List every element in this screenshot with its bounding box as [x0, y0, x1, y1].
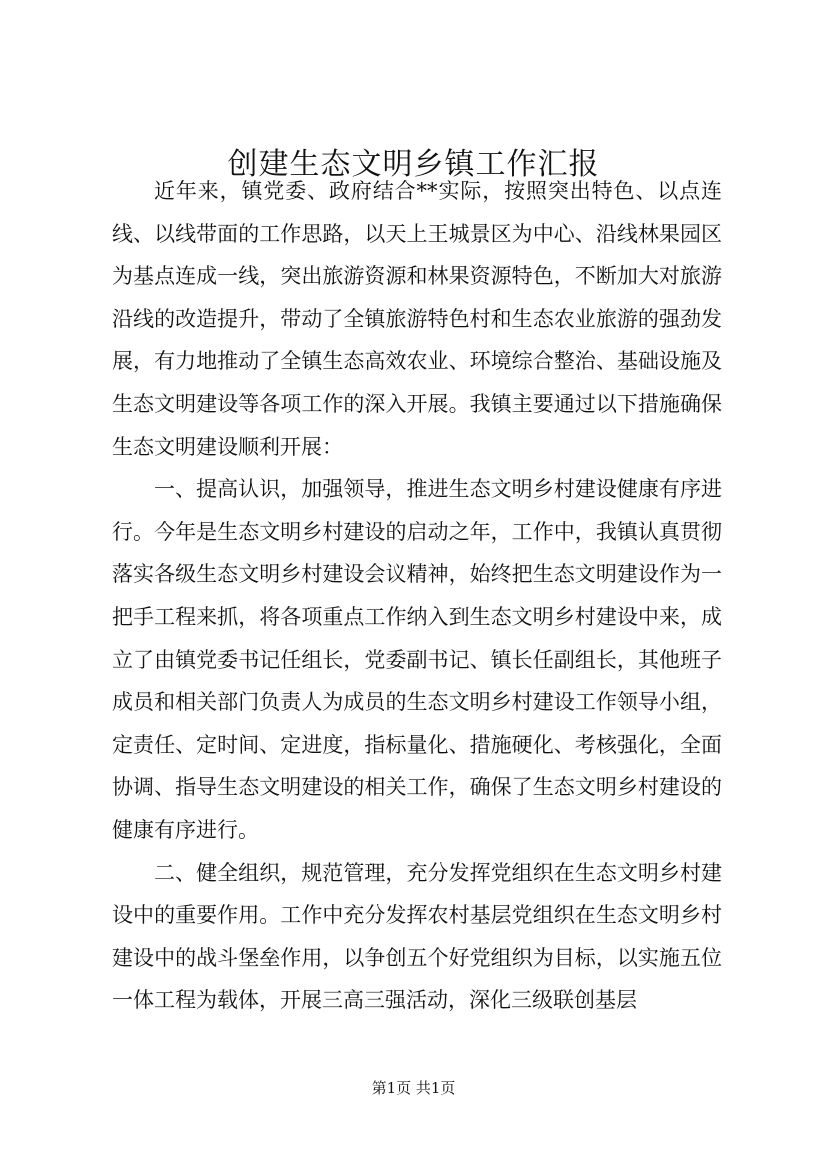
page-number-footer: 第1页 共1页	[371, 1079, 456, 1097]
paragraph-section-two: 二、健全组织，规范管理，充分发挥党组织在生态文明乡村建设中的重要作用。工作中充分发挥农村基层党组织在生态文明乡村建设中的战斗堡垒作用，以争创五个好党组织为目标，以实施五位一体工程为载体，开展三高三强活动，深化三级联创基层	[112, 860, 722, 1013]
document-body	[112, 170, 722, 1022]
paragraph-section-one: 一、提高认识，加强领导，推进生态文明乡村建设健康有序进行。今年是生态文明乡村建设的启动之年，工作中，我镇认真贯彻落实各级生态文明乡村建设会议精神，始终把生态文明建设作为一把手工程来抓，将各项重点工作纳入到生态文明乡村建设中来，成立了由镇党委书记任组长，党委副书记、镇长任副组长，其他班子成员和相关部门负责人为成员的生态文明乡村建设工作领导小组，定责任、定时间、定进度，指标量化、措施硬化、考核强化，全面协调、指导生态文明建设的相关工作，确保了生态文明乡村建设的健康有序进行。	[112, 477, 722, 842]
paragraph-intro: 近年来，镇党委、政府结合**实际，按照突出特色、以点连线、以线带面的工作思路，以天上王城景区为中心、沿线林果园区为基点连成一线，突出旅游资源和林果资源特色，不断加大对旅游沿线的改造提升，带动了全镇旅游特色村和生态农业旅游的强劲发展，有力地推动了全镇生态高效农业、环境综合整治、基础设施及生态文明建设等各项工作的深入开展。我镇主要通过以下措施确保生态文明建设顺利开展：	[112, 179, 722, 459]
document-title: 创建生态文明乡镇工作汇报	[227, 147, 600, 182]
